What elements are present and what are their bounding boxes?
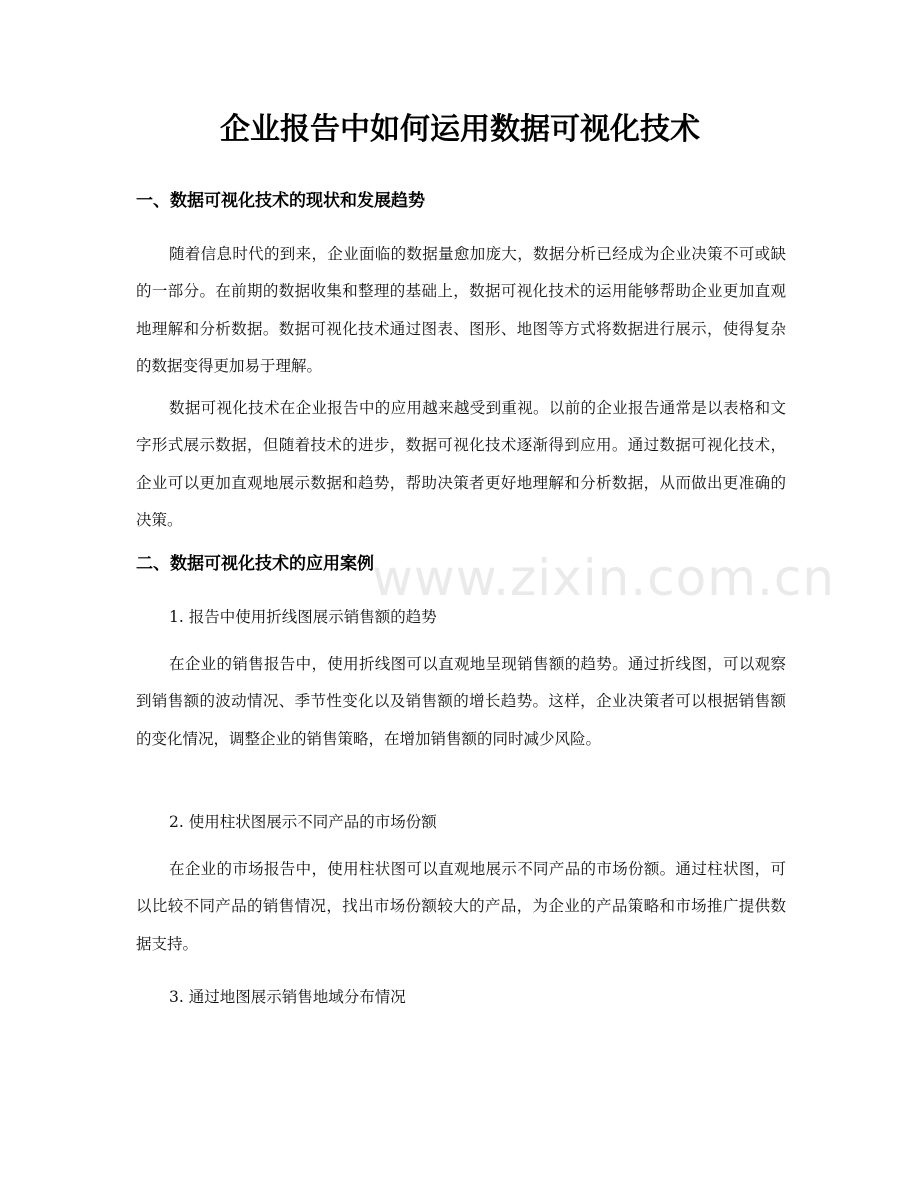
- section-1-paragraph-1: 随着信息时代的到来，企业面临的数据量愈加庞大，数据分析已经成为企业决策不可或缺的一部分。在前期的数据收集和整理的基础上，数据可视化技术的运用能够帮助企业更加直观地理解和分析数据。数据可视化技术通过图表、图形、地图等方式将数据进行展示，使得复杂的数据变得更加易于理解。: [136, 245, 786, 375]
- watermark: www.zixin.com.cn: [372, 549, 836, 607]
- case-3-label: 3. 通过地图展示销售地域分布情况: [169, 988, 406, 1006]
- case-1-label: 1. 报告中使用折线图展示销售额的趋势: [169, 608, 437, 626]
- section-1-paragraph-2: 数据可视化技术在企业报告中的应用越来越受到重视。以前的企业报告通常是以表格和文字形式展示数据，但随着技术的进步，数据可视化技术逐渐得到应用。通过数据可视化技术，企业可以更加直观地展示数据和趋势，帮助决策者更好地理解和分析数据，从而做出更准确的决策。: [136, 399, 786, 529]
- case-2-label: 2. 使用柱状图展示不同产品的市场份额: [169, 813, 437, 831]
- section-heading-1: 一、数据可视化技术的现状和发展趋势: [136, 191, 425, 211]
- case-1-paragraph: 在企业的销售报告中，使用折线图可以直观地呈现销售额的趋势。通过折线图，可以观察到销售额的波动情况、季节性变化以及销售额的增长趋势。这样，企业决策者可以根据销售额的变化情况，调整企业的销售策略，在增加销售额的同时减少风险。: [136, 655, 786, 748]
- document-title: 企业报告中如何运用数据可视化技术: [220, 112, 700, 147]
- section-heading-2: 二、数据可视化技术的应用案例: [136, 554, 374, 574]
- case-2-paragraph: 在企业的市场报告中，使用柱状图可以直观地展示不同产品的市场份额。通过柱状图，可以比较不同产品的销售情况，找出市场份额较大的产品，为企业的产品策略和市场推广提供数据支持。: [136, 860, 786, 953]
